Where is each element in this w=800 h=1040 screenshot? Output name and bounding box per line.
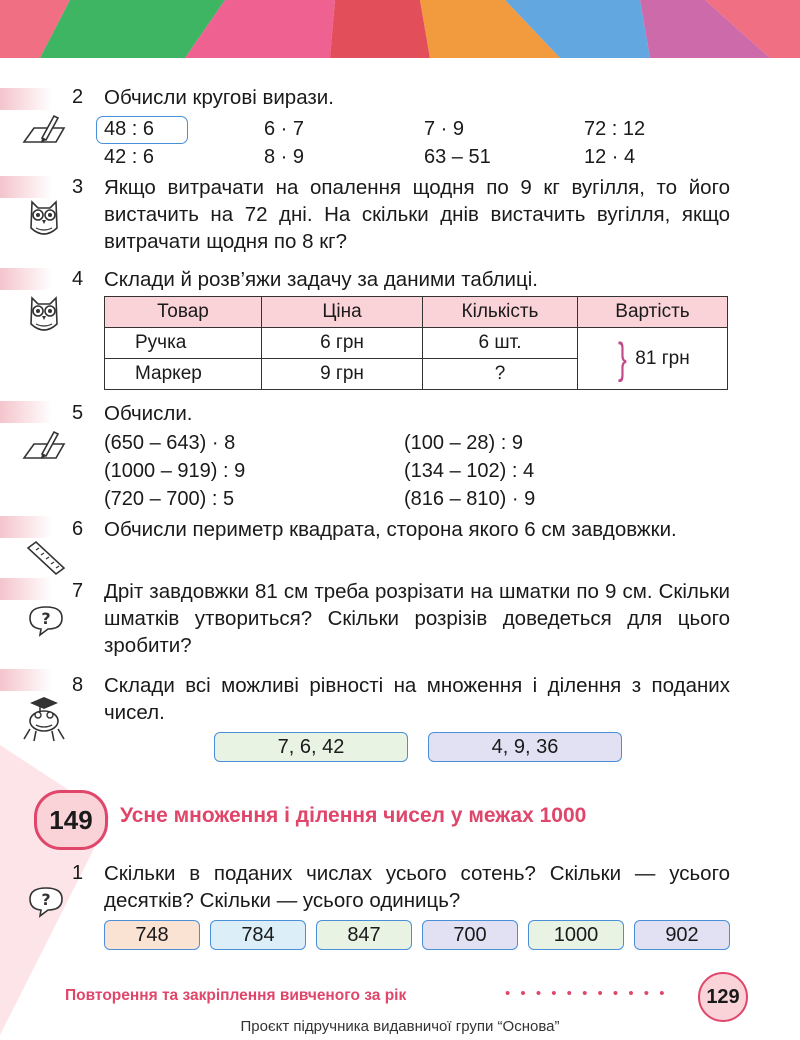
expression: (100 – 28) : 9 [404,432,523,454]
page-number: 129 [698,972,748,1022]
table-cell: Ручка [105,328,262,359]
side-band [0,268,52,290]
svg-text:?: ? [41,890,51,909]
table-header: Ціна [262,297,423,328]
exercise-number: 2 [72,86,84,108]
number-box: 902 [634,920,730,950]
project-note: Проєкт підручника видавничої групи “Основа” [240,1018,560,1035]
expression: 8 · 9 [264,146,305,168]
expression: (720 – 700) : 5 [104,488,235,510]
table-cell: 6 шт. [423,328,578,359]
exercise-text: Скільки в поданих числах усього сотень? Скільки — усього десятків? Скільки — усього одиниць? [104,862,730,912]
ruler-icon [24,540,68,576]
footer-dots: • • • • • • • • • • • [505,985,668,1002]
pencil-notebook-icon [20,428,70,464]
expression: (1000 – 919) : 9 [104,460,246,482]
side-band [0,176,52,198]
side-band [0,516,52,538]
expression: 42 : 6 [104,146,155,168]
number-box: 1000 [528,920,624,950]
exercise-text: Обчисли кругові вирази. [104,86,334,109]
lesson-title: Усне множення і ділення чисел у межах 1000 [120,804,587,827]
expression: 7 · 9 [424,118,465,140]
owl-icon [26,198,62,240]
exercise-number: 1 [72,862,84,884]
exercise-number: 3 [72,176,84,198]
data-table [104,296,728,390]
expression: (650 – 643) · 8 [104,432,236,454]
expression: 63 – 51 [424,146,491,168]
exercise-number: 6 [72,518,84,540]
table-header: Кількість [423,297,578,328]
exercise-number: 4 [72,268,84,290]
number-box: 700 [422,920,518,950]
svg-text:?: ? [41,609,51,628]
exercise-number: 5 [72,402,84,424]
frog-graduate-icon [16,695,68,743]
side-band [0,88,52,110]
exercise-text: Якщо витрачати на опалення щодня по 9 кг вугілля, то його вистачить на 72 дні. На скільки днів вистачить вугілля, якщо витрачати щодня по 8 кг? [104,176,730,253]
footer-text: Повторення та закріплення вивченого за рік [65,987,407,1004]
table-header: Вартість [578,297,728,328]
expression: (816 – 810) · 9 [404,488,536,510]
number-set-box: 4, 9, 36 [428,732,622,762]
exercise-text: Склади й розв’яжи задачу за даними таблиці. [104,268,538,291]
exercise-text: Обчисли. [104,402,193,425]
pencil-notebook-icon [20,112,70,148]
brace-icon: } [618,333,628,383]
number-box: 748 [104,920,200,950]
exercise-text: Дріт завдовжки 81 см треба розрізати на шматки по 9 см. Скільки шматків утвориться? Скільки розрізів доведеться для цього зробити? [104,580,730,657]
table-cell: 9 грн [262,359,423,390]
number-box: 847 [316,920,412,950]
expression: (134 – 102) : 4 [404,460,535,482]
table-cell-total [578,328,728,390]
side-band [0,578,52,600]
exercise-text: Склади всі можливі рівності на множення і ділення з поданих чисел. [104,674,730,724]
exercise-number: 7 [72,580,84,602]
total-value: 81 грн [635,347,690,369]
number-box: 784 [210,920,306,950]
table-header: Товар [105,297,262,328]
question-bubble-icon [26,885,66,919]
expression: 12 · 4 [584,146,636,168]
expression: 48 : 6 [104,118,155,140]
exercise-text: Обчисли периметр квадрата, сторона якого 6 см завдовжки. [104,518,677,541]
table-cell: 6 грн [262,328,423,359]
lesson-number: 149 [34,790,108,850]
number-set-box: 7, 6, 42 [214,732,408,762]
question-bubble-icon [26,604,66,638]
top-banner [0,0,800,58]
owl-icon [26,294,62,336]
table-cell: Маркер [105,359,262,390]
expression: 6 · 7 [264,118,305,140]
exercise-number: 8 [72,674,84,696]
side-band [0,401,52,423]
expression: 72 : 12 [584,118,646,140]
table-cell: ? [423,359,578,390]
side-band [0,669,52,691]
